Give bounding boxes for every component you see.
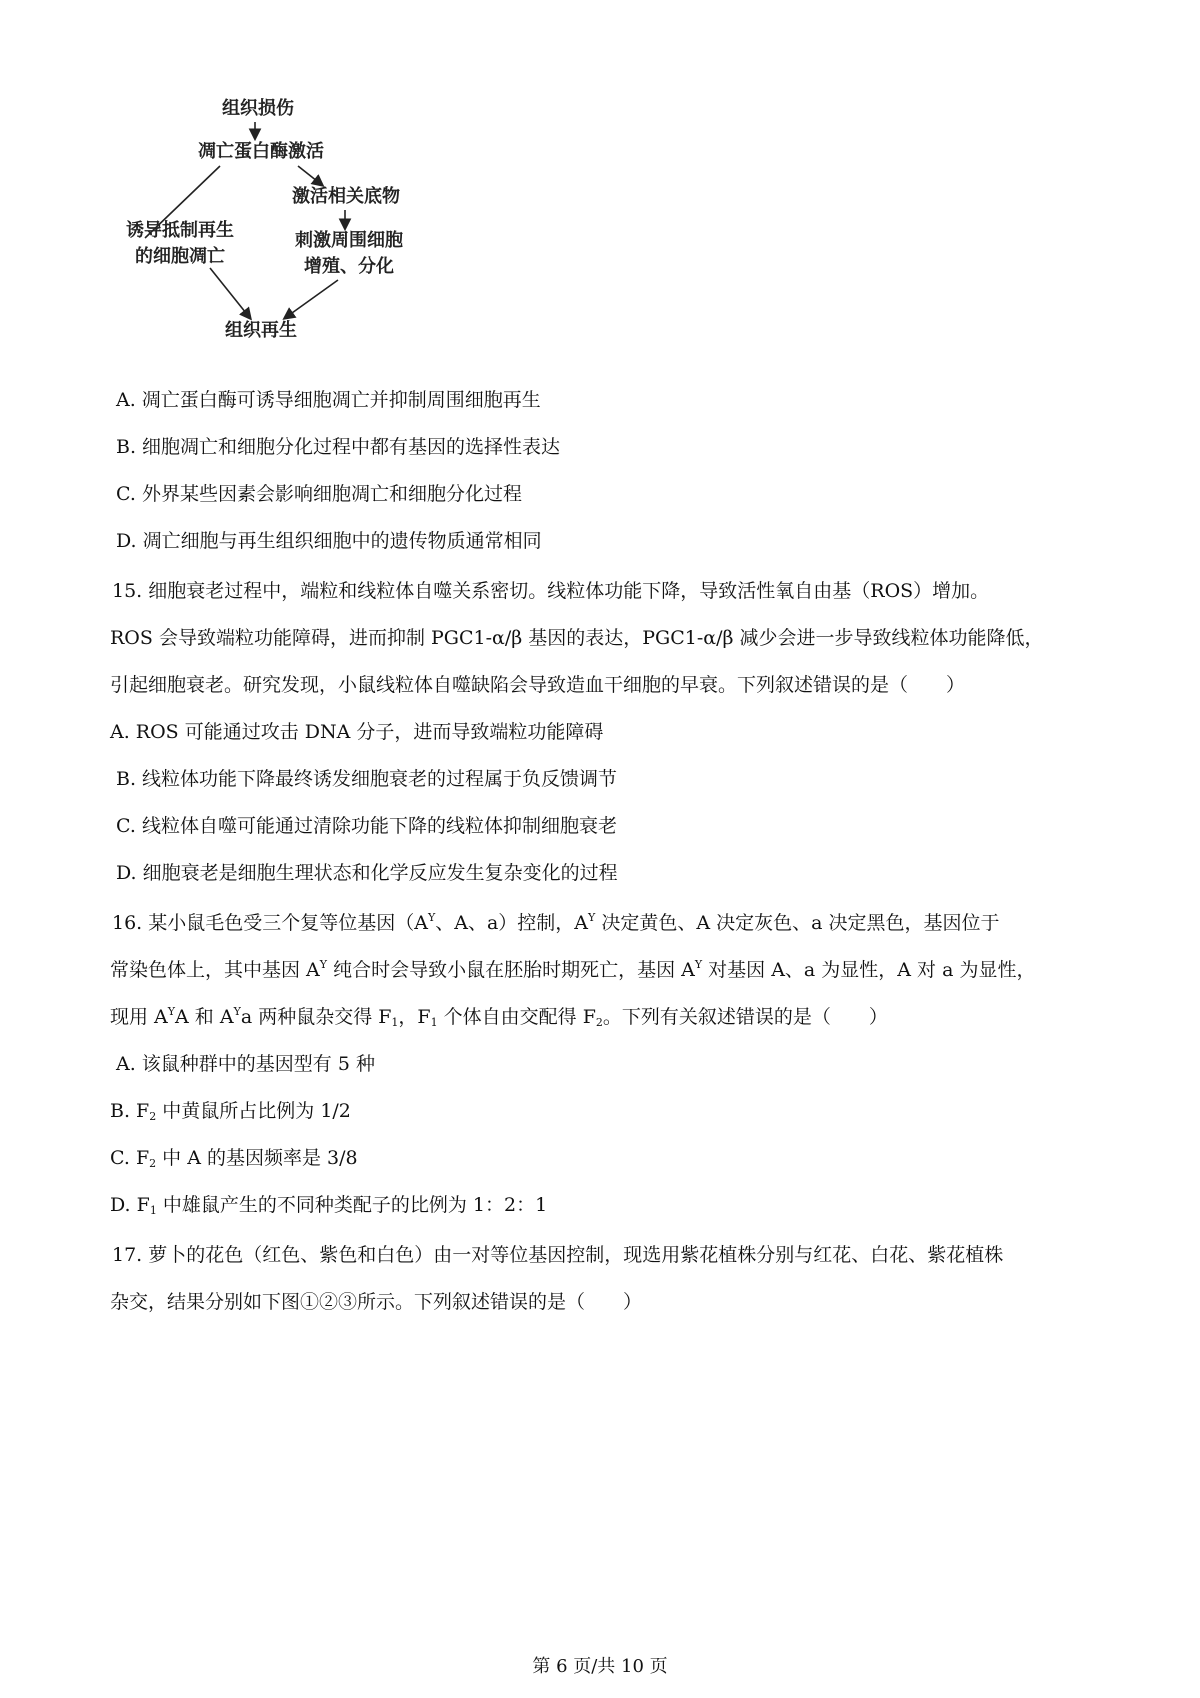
q16-option-d: [110, 1191, 547, 1219]
q16-d-part-b: 中雄鼠产生的不同种类配子的比例为 1：2：1: [156, 1194, 548, 1216]
q15-stem-line-1: 15. 细胞衰老过程中，端粒和线粒体自噬关系密切。线粒体功能下降，导致活性氧自由基（ROS）增加。: [112, 580, 990, 602]
node-induce-apoptosis: [120, 218, 240, 270]
q16-l3-part-b: A 和 A: [175, 1006, 234, 1028]
subscript-1: 1: [430, 1016, 438, 1029]
subscript-2: 2: [149, 1110, 157, 1123]
q14-option-c: C. 外界某些因素会影响细胞凋亡和细胞分化过程: [116, 483, 522, 505]
node-stimulate-line-1: 刺激周围细胞: [295, 230, 403, 251]
q16-c-part-a: C. F: [110, 1147, 150, 1169]
q16-stem-line-3: [110, 1003, 888, 1031]
apoptosis-flow-diagram: [120, 100, 480, 370]
q15-option-b: B. 线粒体功能下降最终诱发细胞衰老的过程属于负反馈调节: [116, 768, 618, 790]
q16-l2-part-c: 对基因 A、a 为显性，A 对 a 为显性，: [702, 959, 1036, 981]
q16-l3-part-e: 个体自由交配得 F: [437, 1006, 596, 1028]
node-stimulate-cells: [290, 228, 408, 280]
superscript-y: Y: [167, 1005, 176, 1018]
q15-option-a: A. ROS 可能通过攻击 DNA 分子，进而导致端粒功能障碍: [110, 721, 604, 743]
q16-b-part-b: 中黄鼠所占比例为 1/2: [156, 1100, 351, 1122]
subscript-2: 2: [149, 1157, 157, 1170]
q15-option-c: C. 线粒体自噬可能通过清除功能下降的线粒体抑制细胞衰老: [116, 815, 617, 837]
q16-l2-part-b: 纯合时会导致小鼠在胚胎时期死亡，基因 A: [327, 959, 695, 981]
q16-stem-line-2: [110, 956, 1035, 984]
arrow-activate-to-substrate: [298, 166, 322, 185]
arrow-induce-to-regen: [210, 268, 250, 318]
q17-stem-line-1: 17. 萝卜的花色（红色、紫色和白色）由一对等位基因控制，现选用紫花植株分别与红花、白花、紫花植株: [112, 1244, 1004, 1266]
page-footer: 第 6 页/共 10 页: [532, 1656, 668, 1677]
q16-l1-part-b: 、A、a）控制，A: [435, 912, 589, 934]
q16-b-part-a: B. F: [110, 1100, 150, 1122]
q17-stem-line-2: 杂交，结果分别如下图①②③所示。下列叙述错误的是（ ）: [110, 1291, 643, 1313]
q16-option-c: [110, 1144, 358, 1172]
subscript-1: 1: [149, 1204, 157, 1217]
q16-l3-part-c: a 两种鼠杂交得 F: [240, 1006, 392, 1028]
superscript-y: Y: [694, 958, 703, 971]
node-caspase-activation: 凋亡蛋白酶激活: [198, 141, 324, 162]
superscript-y: Y: [588, 911, 596, 924]
q15-stem-line-2: ROS 会导致端粒功能障碍，进而抑制 PGC1-α/β 基因的表达，PGC1-α/β 减少会进一步导致线粒体功能降低，: [110, 627, 1044, 649]
arrow-stimulate-to-regen: [285, 280, 338, 318]
q14-option-a: A. 凋亡蛋白酶可诱导细胞凋亡并抑制周围细胞再生: [116, 389, 541, 411]
q16-l1-part-c: 决定黄色、A 决定灰色、a 决定黑色，基因位于: [595, 912, 1000, 934]
node-induce-line-1: 诱导抵制再生: [126, 220, 234, 241]
node-tissue-injury: 组织损伤: [222, 98, 294, 119]
q14-option-b: B. 细胞凋亡和细胞分化过程中都有基因的选择性表达: [116, 436, 561, 458]
q16-l2-part-a: 常染色体上，其中基因 A: [110, 959, 320, 981]
q16-l3-part-a: 现用 A: [110, 1006, 168, 1028]
node-tissue-regeneration: 组织再生: [225, 320, 297, 341]
superscript-y: Y: [233, 1005, 241, 1018]
node-stimulate-line-2: 增殖、分化: [304, 256, 394, 277]
q16-l3-part-d: ，F: [398, 1006, 431, 1028]
q16-stem-line-1: [112, 909, 999, 937]
q15-stem-line-3: 引起细胞衰老。研究发现，小鼠线粒体自噬缺陷会导致造血干细胞的早衰。下列叙述错误的是（ ）: [110, 674, 966, 696]
q16-option-b: [110, 1097, 351, 1125]
q15-option-d: D. 细胞衰老是细胞生理状态和化学反应发生复杂变化的过程: [116, 862, 618, 884]
q16-d-part-a: D. F: [110, 1194, 150, 1216]
node-induce-line-2: 的细胞凋亡: [135, 246, 225, 267]
q16-option-a: A. 该鼠种群中的基因型有 5 种: [116, 1053, 375, 1075]
subscript-2: 2: [595, 1016, 603, 1029]
q16-l3-part-f: 。下列有关叙述错误的是（ ）: [602, 1006, 888, 1028]
q16-c-part-b: 中 A 的基因频率是 3/8: [156, 1147, 358, 1169]
subscript-1: 1: [391, 1016, 399, 1029]
q16-l1-part-a: 16. 某小鼠毛色受三个复等位基因（A: [112, 912, 428, 934]
superscript-y: Y: [427, 911, 436, 924]
q14-option-d: D. 凋亡细胞与再生组织细胞中的遗传物质通常相同: [116, 530, 542, 552]
node-activate-substrate: 激活相关底物: [292, 186, 400, 207]
superscript-y: Y: [319, 958, 328, 971]
